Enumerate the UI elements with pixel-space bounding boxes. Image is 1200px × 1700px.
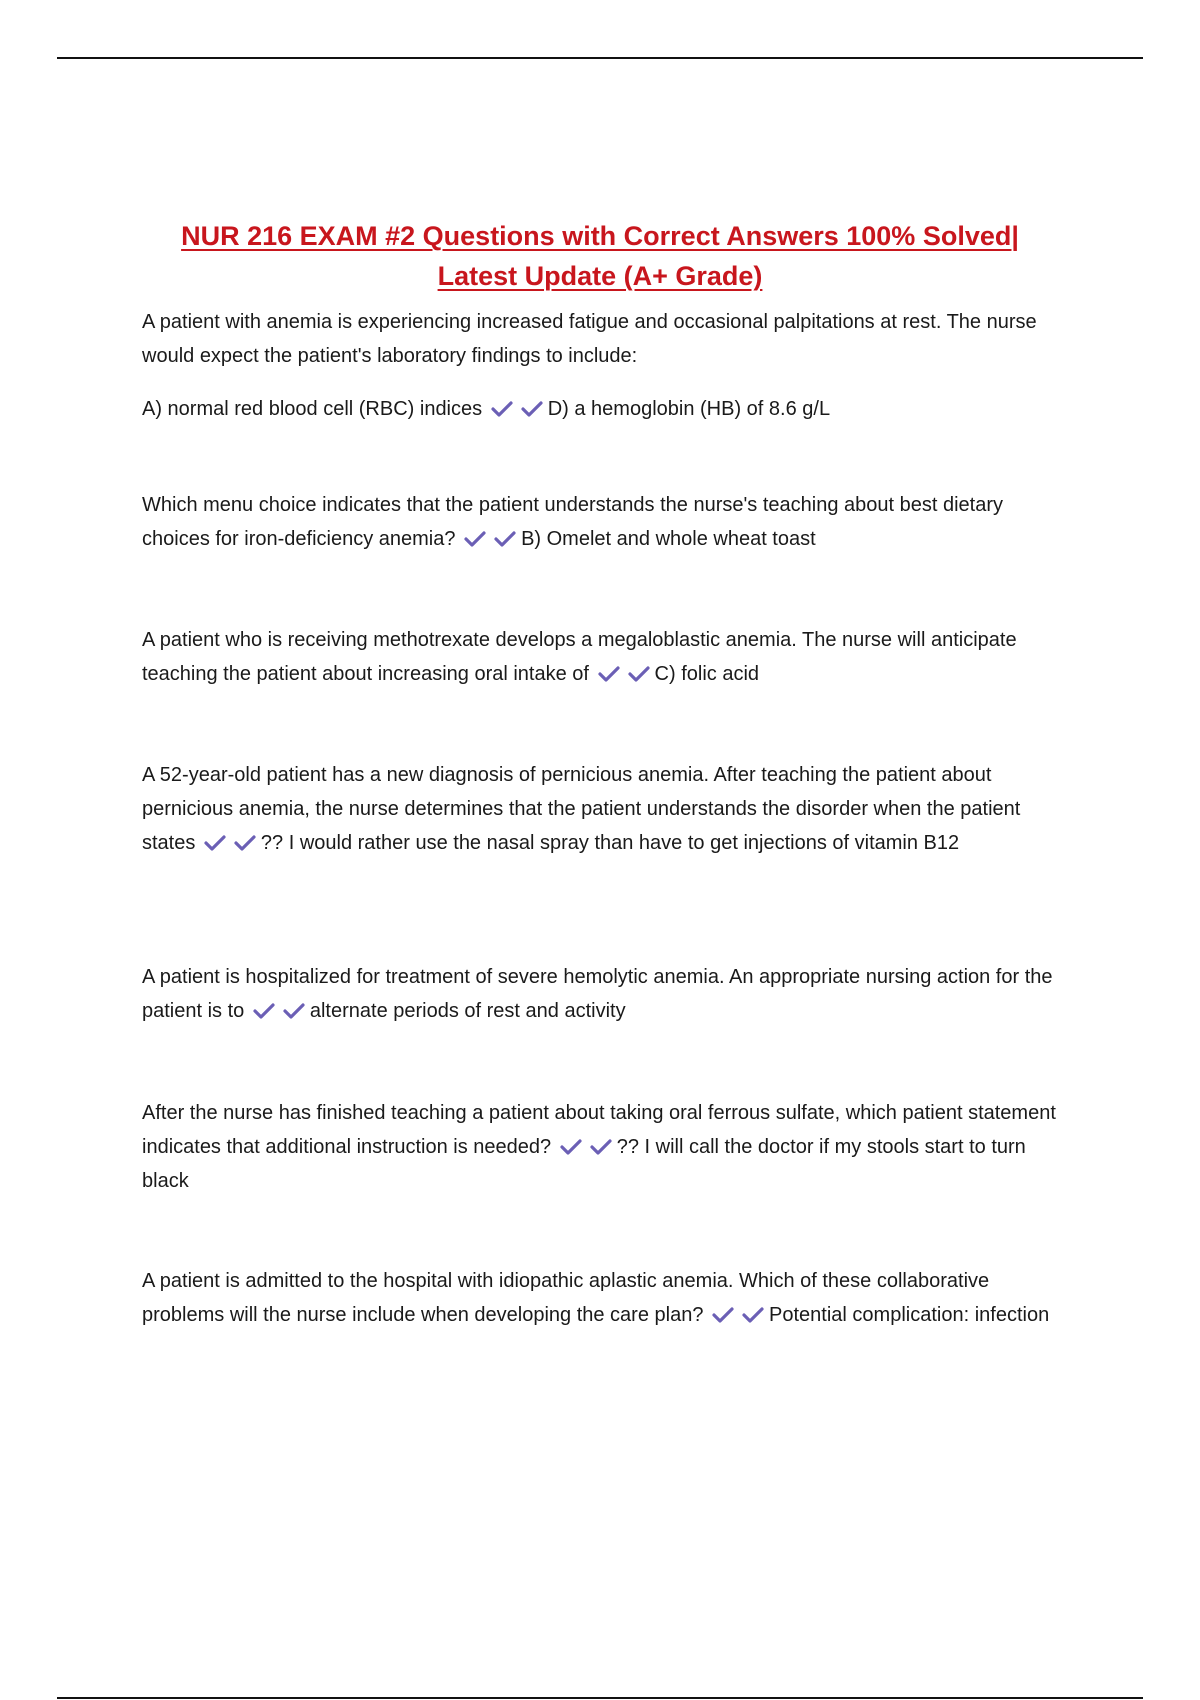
question-text: A 52-year-old patient has a new diagnosis of pernicious anemia. After teaching the patient about pernicious anemia, the nurse determines that the patient understands the disorder when the patient states	[142, 764, 1021, 854]
answer-text: ?? I would rather use the nasal spray than have to get injections of vitamin B12	[260, 832, 960, 854]
answer-text: ?? I will call the doctor if my stools start to turn black	[142, 1136, 1026, 1192]
question-4	[142, 758, 1067, 860]
check-icon	[494, 531, 516, 547]
question-text: A patient who is receiving methotrexate develops a megaloblastic anemia. The nurse will anticipate teaching the patient about increasing oral intake of	[142, 629, 1017, 685]
check-icon	[464, 531, 486, 547]
check-icon	[491, 401, 513, 417]
answer-text: C) folic acid	[654, 663, 760, 685]
check-icon	[521, 401, 543, 417]
check-icon	[560, 1139, 582, 1155]
check-icon	[253, 1003, 275, 1019]
check-icon	[204, 835, 226, 851]
question-5	[142, 960, 1067, 1028]
top-rule	[57, 57, 1143, 59]
check-icon	[283, 1003, 305, 1019]
question-text: A patient is hospitalized for treatment of severe hemolytic anemia. An appropriate nursing action for the patient is to	[142, 966, 1053, 1022]
check-icon	[712, 1307, 734, 1323]
answer-text: B) Omelet and whole wheat toast	[521, 528, 816, 550]
question-text: Which menu choice indicates that the patient understands the nurse's teaching about best dietary choices for iron-deficiency anemia?	[142, 494, 1004, 550]
question-text: A patient is admitted to the hospital with idiopathic aplastic anemia. Which of these collaborative problems will the nurse include when developing the care plan?	[142, 1270, 990, 1326]
question-2	[142, 488, 1067, 556]
question-text: After the nurse has finished teaching a patient about taking oral ferrous sulfate, which patient statement indicates that additional instruction is needed?	[142, 1102, 1056, 1158]
document-title	[140, 216, 1060, 296]
check-icon	[234, 835, 256, 851]
question-1	[142, 305, 1067, 373]
question-6	[142, 1096, 1067, 1198]
question-3	[142, 623, 1067, 691]
answer-1	[142, 392, 1067, 426]
check-icon	[598, 666, 620, 682]
title-line-2: Latest Update (A+ Grade)	[437, 261, 763, 291]
answer-text: alternate periods of rest and activity	[309, 1000, 626, 1022]
title-line-1: NUR 216 EXAM #2 Questions with Correct Answers 100% Solved|	[181, 221, 1019, 251]
check-icon	[590, 1139, 612, 1155]
question-7	[142, 1264, 1067, 1332]
question-text: A patient with anemia is experiencing increased fatigue and occasional palpitations at rest. The nurse would expect the patient's laboratory findings to include:	[142, 311, 1037, 367]
check-icon	[628, 666, 650, 682]
answer-text: D) a hemoglobin (HB) of 8.6 g/L	[547, 398, 831, 420]
bottom-rule	[57, 1697, 1143, 1699]
answer-text: Potential complication: infection	[769, 1304, 1050, 1326]
check-icon	[742, 1307, 764, 1323]
answer-option-text: A) normal red blood cell (RBC) indices	[142, 398, 483, 420]
